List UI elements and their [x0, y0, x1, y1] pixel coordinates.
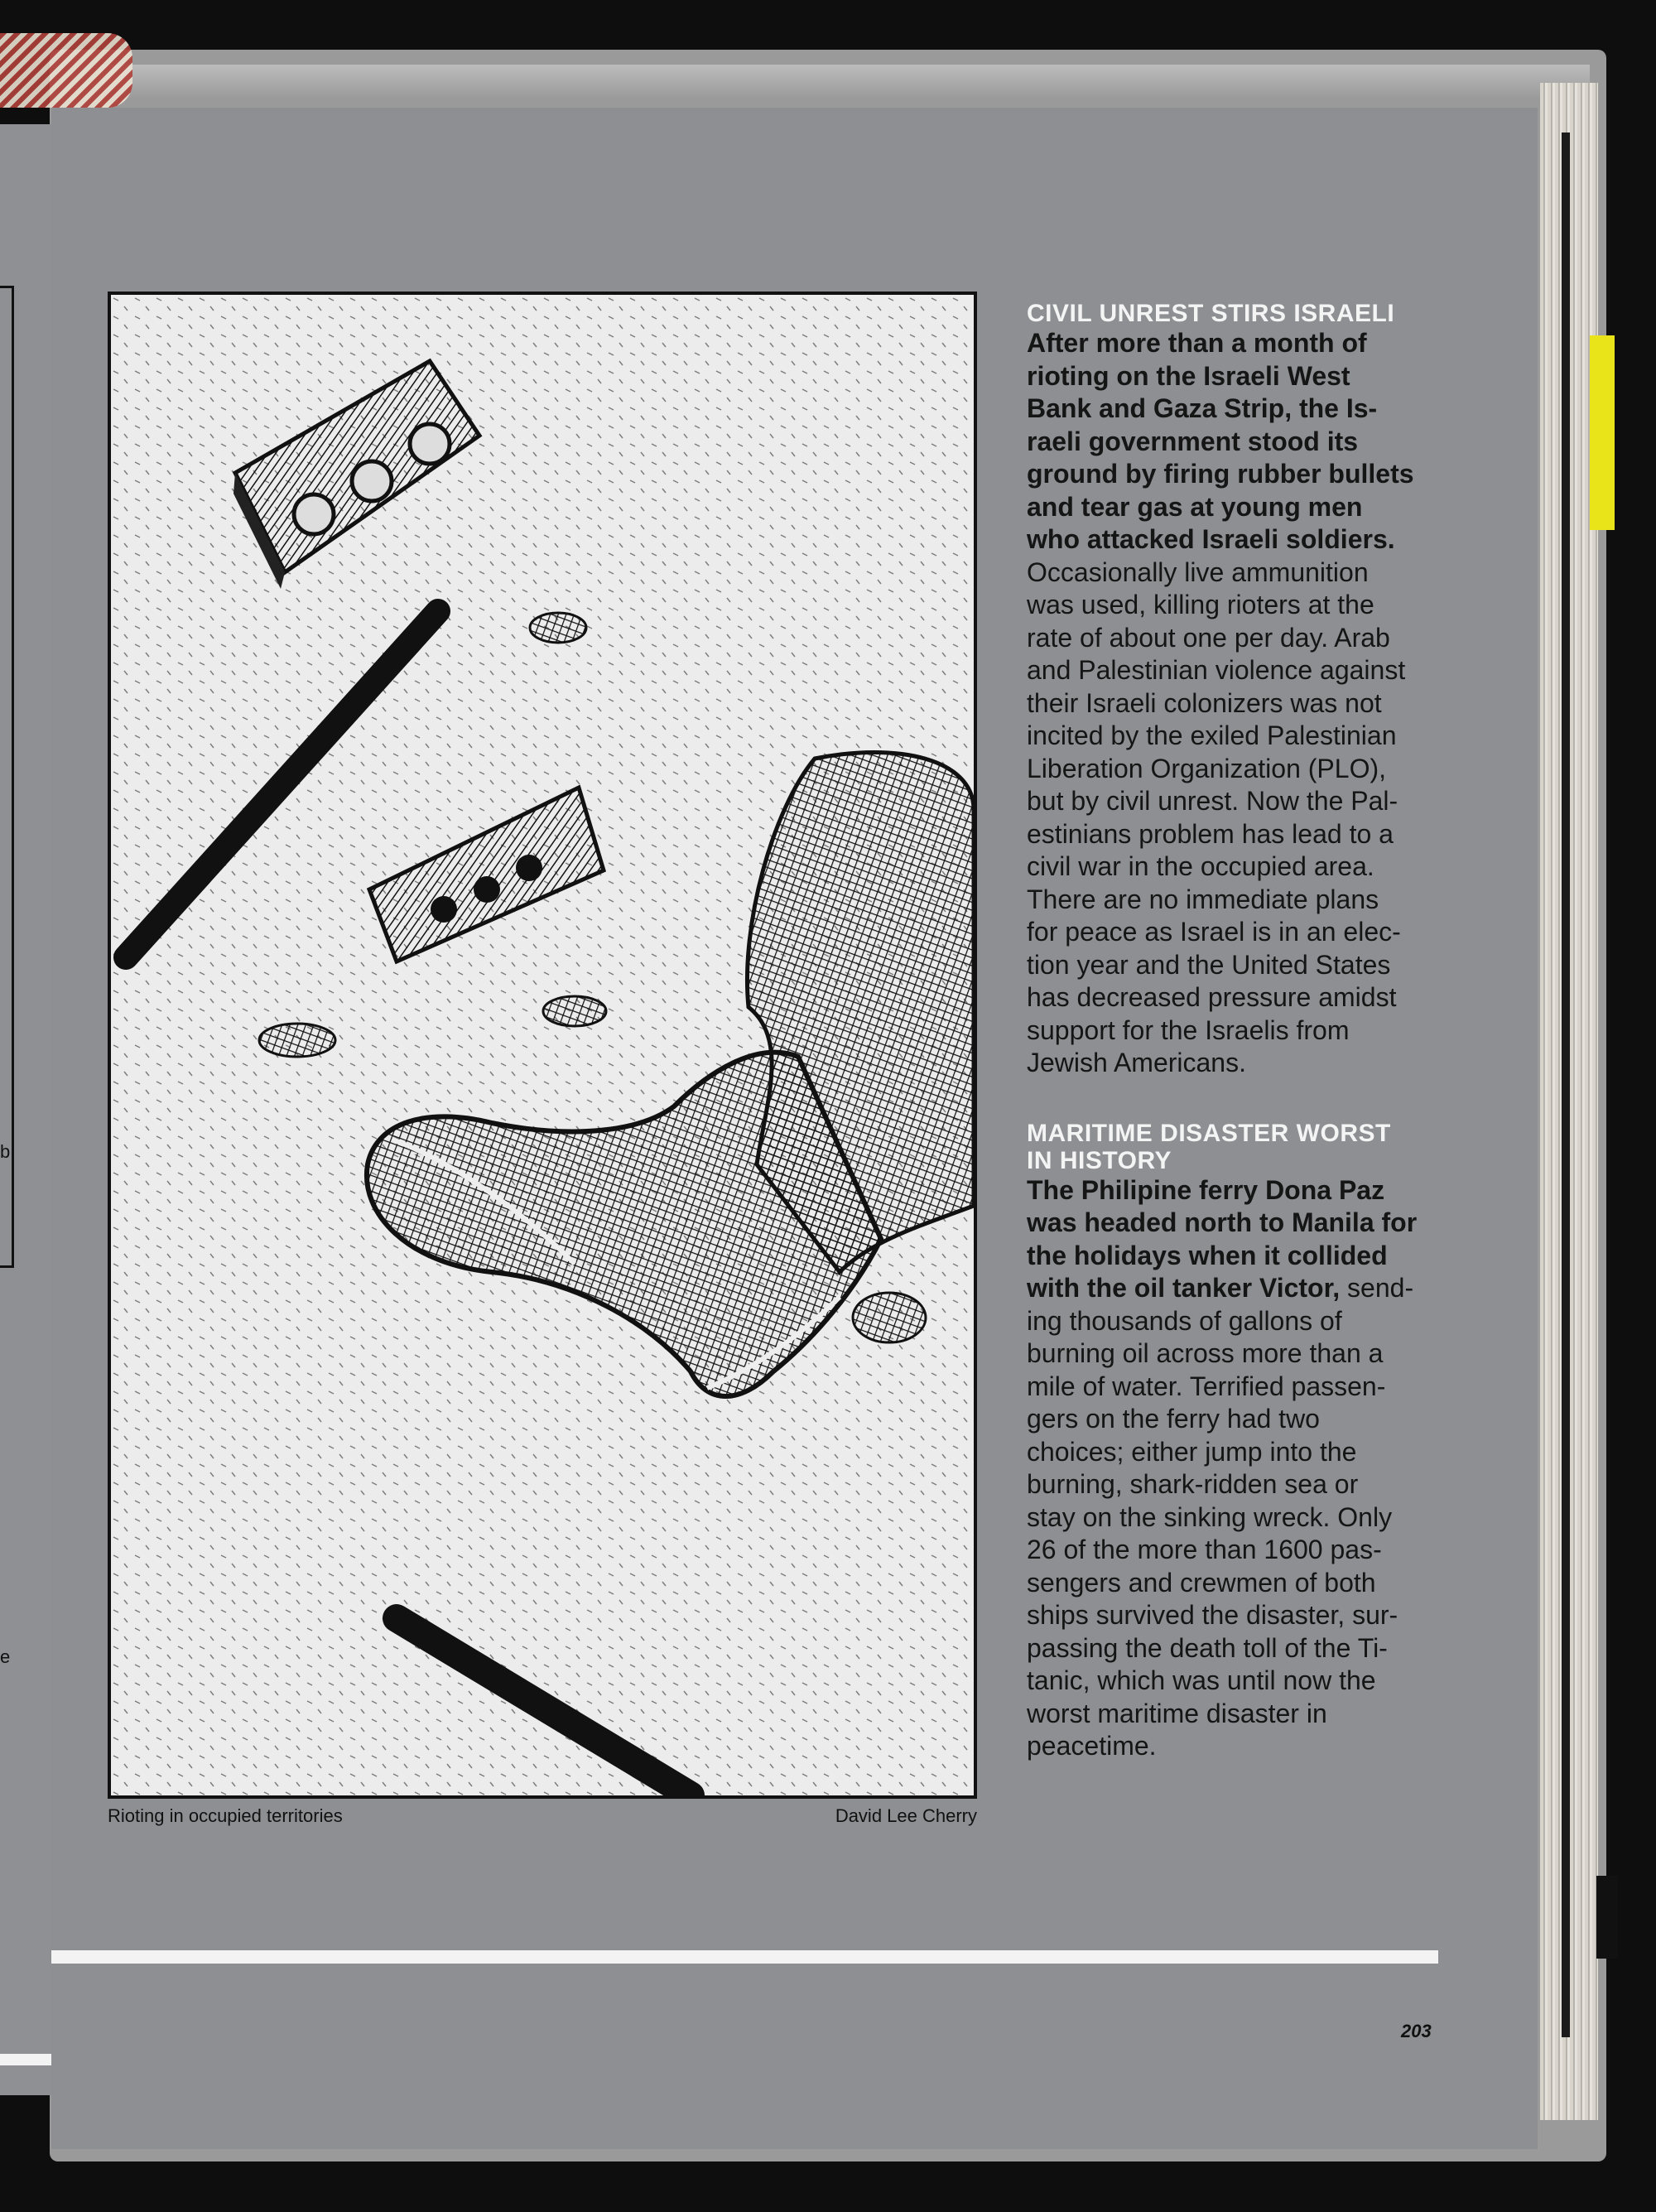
text-line: their Israeli colonizers was not — [1027, 687, 1382, 718]
text-line: gers on the ferry had two — [1027, 1404, 1320, 1434]
illustration-credit: David Lee Cherry — [835, 1805, 977, 1826]
riot-illustration — [108, 292, 977, 1799]
text-line: burning oil across more than a — [1027, 1338, 1384, 1368]
text-line: who attacked Israeli soldiers. — [1027, 524, 1395, 554]
left-page-rule — [0, 2054, 56, 2065]
lead-fragment: with the oil tanker Victor, — [1027, 1273, 1341, 1303]
article-lead — [1027, 1174, 1474, 1273]
text-line: and Palestinian violence against — [1027, 655, 1406, 685]
left-page-image-frame — [0, 286, 14, 1268]
body-fragment: send- — [1340, 1273, 1414, 1303]
rock — [543, 996, 606, 1026]
text-line: was headed north to Manila for — [1027, 1207, 1418, 1237]
text-line: but by civil unrest. Now the Pal- — [1027, 786, 1398, 816]
text-line: tion year and the United States — [1027, 949, 1391, 980]
text-line-mixed — [1027, 1272, 1474, 1305]
text-line: tanic, which was until now the — [1027, 1665, 1376, 1695]
text-line: ships survived the disaster, sur- — [1027, 1600, 1398, 1630]
text-line: estinians problem has lead to a — [1027, 818, 1394, 849]
text-line: for peace as Israel is in an elec- — [1027, 917, 1401, 947]
article-headline: CIVIL UNREST STIRS ISRAELI — [1027, 300, 1395, 327]
text-line: and tear gas at young men — [1027, 491, 1363, 522]
text-line: The Philipine ferry Dona Paz — [1027, 1174, 1385, 1205]
headline-line: IN HISTORY — [1027, 1146, 1172, 1174]
page-number: 203 — [1401, 2021, 1432, 2041]
text-line: Jewish Americans. — [1027, 1048, 1246, 1077]
article-headline — [1027, 1120, 1474, 1174]
page-edge-shadow — [1562, 133, 1570, 2037]
headline-line: MARITIME DISASTER WORST — [1027, 1119, 1391, 1147]
article-maritime-disaster — [1027, 1120, 1474, 1763]
article-column — [1027, 300, 1474, 1763]
article-spacer — [1027, 1080, 1474, 1120]
text-line: support for the Israelis from — [1027, 1014, 1350, 1045]
rock — [259, 1024, 335, 1057]
text-line: stay on the sinking wreck. Only — [1027, 1501, 1393, 1532]
text-line: After more than a month of — [1027, 328, 1367, 358]
text-line: the holidays when it collided — [1027, 1240, 1388, 1270]
text-line: worst maritime disaster in — [1027, 1698, 1327, 1728]
illustration-caption: Rioting in occupied territories — [108, 1805, 343, 1826]
text-line: incited by the exiled Palestinian — [1027, 720, 1397, 750]
left-page-fragment: e — [0, 1646, 11, 1667]
text-line: was used, killing rioters at the — [1027, 590, 1374, 619]
left-facing-page — [0, 124, 56, 2095]
text-line: ing thousands of gallons of — [1027, 1305, 1342, 1336]
article-body — [1027, 557, 1474, 1080]
article-lead — [1027, 327, 1474, 557]
text-line: rate of about one per day. Arab — [1027, 622, 1390, 653]
text-line: choices; either jump into the — [1027, 1436, 1357, 1467]
black-tab-marker — [1596, 1876, 1618, 1959]
text-line: sengers and crewmen of both — [1027, 1567, 1376, 1598]
text-line: burning, shark-ridden sea or — [1027, 1469, 1359, 1499]
rock — [853, 1293, 926, 1342]
text-line: peacetime. — [1027, 1731, 1157, 1761]
article-civil-unrest — [1027, 300, 1474, 1080]
footer-rule — [51, 1950, 1438, 1964]
article-body — [1027, 1305, 1474, 1763]
yellow-tab-marker — [1590, 335, 1615, 530]
text-line: passing the death toll of the Ti- — [1027, 1632, 1388, 1663]
illustration-drawing — [111, 295, 974, 1795]
book-headband — [0, 33, 132, 108]
cover-top-edge — [99, 65, 1590, 98]
text-line: raeli government stood its — [1027, 426, 1359, 456]
left-page-fragment: b — [0, 1141, 11, 1162]
right-page — [51, 108, 1538, 2149]
text-line: rioting on the Israeli West — [1027, 360, 1350, 391]
text-line: Liberation Organization (PLO), — [1027, 753, 1386, 783]
text-line: has decreased pressure amidst — [1027, 982, 1397, 1012]
text-line: Bank and Gaza Strip, the Is- — [1027, 393, 1378, 423]
text-line: 26 of the more than 1600 pas- — [1027, 1535, 1382, 1564]
rock — [530, 613, 586, 643]
text-line: Occasionally live ammunition — [1027, 557, 1369, 587]
text-line: civil war in the occupied area. — [1027, 851, 1374, 881]
text-line: ground by firing rubber bullets — [1027, 459, 1414, 489]
text-line: There are no immediate plans — [1027, 884, 1379, 914]
text-line: mile of water. Terrified passen- — [1027, 1371, 1386, 1401]
